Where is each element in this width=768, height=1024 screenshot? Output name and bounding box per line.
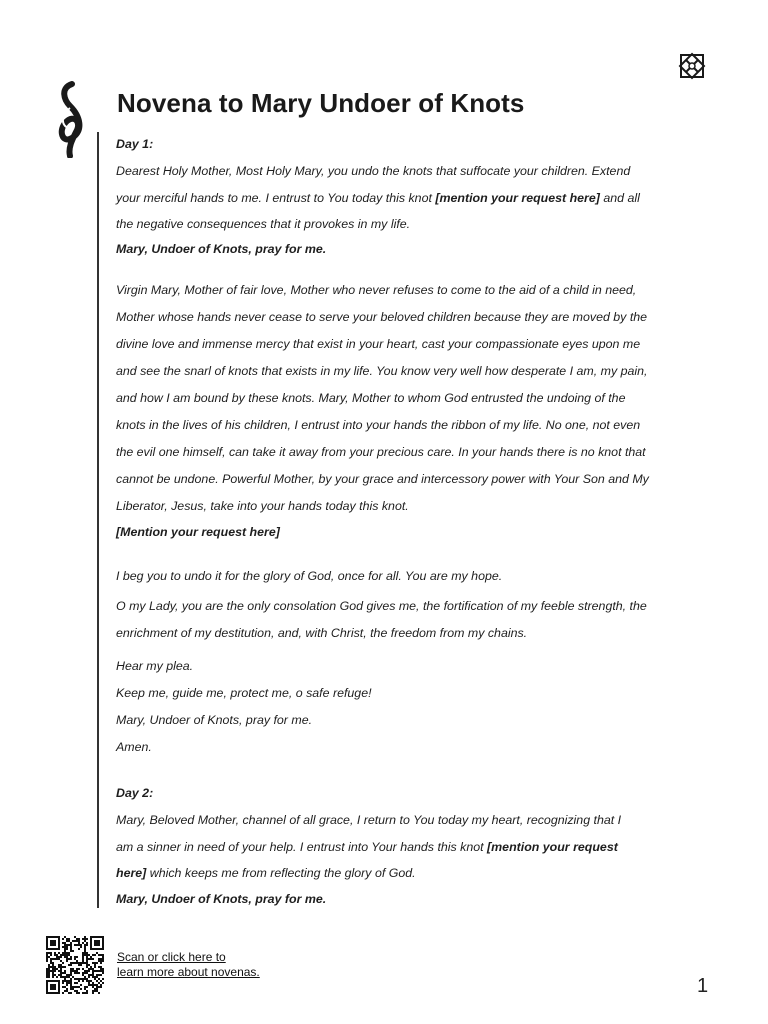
day2-line1: Mary, Beloved Mother, channel of all grace, I return to You today my heart, recognizing that I (116, 813, 622, 827)
day1-heading: Day 1: (116, 137, 154, 151)
page-number: 1 (697, 975, 709, 997)
day1-p2-line3: divine love and immense mercy that exist in your heart, cast your compassionate eyes upon me (116, 337, 641, 351)
qr-code[interactable] (46, 936, 104, 994)
day1-p2-line4: and see the snarl of knots that exists in my life. You know very well how desperate I am, my pain, (116, 364, 648, 378)
day1-p2-line9: Liberator, Jesus, take into your hands today this knot. (116, 499, 409, 513)
day1-closing-4: Amen. (116, 740, 152, 754)
day1-p1-line3: the negative consequences that it provokes in my life. (116, 217, 411, 231)
day1-p2-line8: cannot be undone. Powerful Mother, by your grace and intercessory power with Your Son and My (116, 472, 649, 486)
day2-heading: Day 2: (116, 786, 154, 800)
day1-p2-line1: Virgin Mary, Mother of fair love, Mother who never refuses to come to the aid of a child in need, (116, 283, 637, 297)
day2-line3: here] which keeps me from reflecting the glory of God. (116, 866, 416, 880)
day1-p2-line7: the evil one himself, can take it away from your precious care. In your hands there is no knot that (116, 445, 646, 459)
day1-p4-line2: enrichment of my destitution, and, with Christ, the freedom from my chains. (116, 626, 528, 640)
day1-p2-line6: knots in the lives of his children, I entrust into your hands the ribbon of my life. No one, not even (116, 418, 641, 432)
day2-line2: am a sinner in need of your help. I entrust into Your hands this knot [mention your request (116, 840, 618, 854)
day1-p1-line1: Dearest Holy Mother, Most Holy Mary, you undo the knots that suffocate your children. Extend (116, 164, 631, 178)
day1-closing-1: Hear my plea. (116, 659, 194, 673)
day1-refrain: Mary, Undoer of Knots, pray for me. (116, 242, 327, 256)
novena-info-link[interactable]: Scan or click here to learn more about novenas. (117, 950, 260, 979)
left-rule (97, 132, 99, 908)
day2-refrain: Mary, Undoer of Knots, pray for me. (116, 892, 327, 906)
day1-p2-line2: Mother whose hands never cease to serve your beloved children because they are moved by the (116, 310, 648, 324)
day1-request: [Mention your request here] (116, 525, 280, 539)
request-placeholder: [mention your request here] (435, 191, 600, 205)
day1-closing-3: Mary, Undoer of Knots, pray for me. (116, 713, 313, 727)
day1-closing-2: Keep me, guide me, protect me, o safe refuge! (116, 686, 372, 700)
page-title: Novena to Mary Undoer of Knots (117, 88, 525, 118)
knot-icon (50, 78, 90, 158)
day1-p1-line2: your merciful hands to me. I entrust to You today this knot [mention your request here] and all (116, 191, 640, 205)
request-placeholder: here] (116, 866, 147, 880)
day1-p3: I beg you to undo it for the glory of God, once for all. You are my hope. (116, 569, 503, 583)
day1-p2-line5: and how I am bound by these knots. Mary, Mother to whom God entrusted the undoing of the (116, 391, 626, 405)
request-placeholder: [mention your request (487, 840, 618, 854)
day1-p4-line1: O my Lady, you are the only consolation God gives me, the fortification of my feeble strength, the (116, 599, 647, 613)
ornament-logo-icon (678, 52, 706, 80)
